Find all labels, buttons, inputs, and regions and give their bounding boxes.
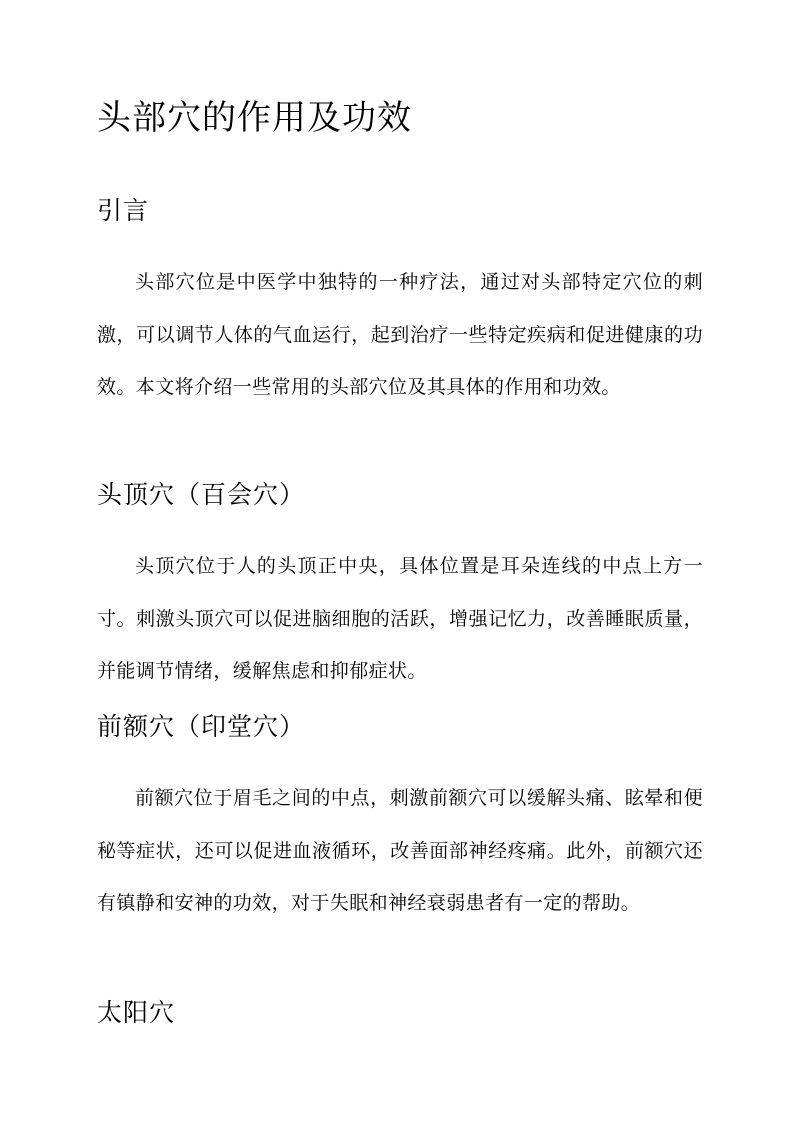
section-heading-yintang: 前额穴（印堂穴） [97, 712, 306, 741]
section-heading-introduction: 引言 [97, 196, 150, 225]
section-body-baihui: 头顶穴位于人的头顶正中央，具体位置是耳朵连线的中点上方一寸。刺激头顶穴可以促进脑细胞的活跃，增强记忆力，改善睡眠质量，并能调节情绪，缓解焦虑和抑郁症状。 [97, 555, 703, 682]
section-body-introduction: 头部穴位是中医学中独特的一种疗法，通过对头部特定穴位的刺激，可以调节人体的气血运行，起到治疗一些特定疾病和促进健康的功效。本文将介绍一些常用的头部穴位及其具体的作用和功效。 [97, 271, 703, 398]
section-heading-baihui: 头顶穴（百会穴） [97, 480, 306, 509]
section-heading-taiyang: 太阳穴 [97, 998, 176, 1027]
document-title: 头部穴的作用及功效 [97, 98, 412, 138]
section-body-yintang: 前额穴位于眉毛之间的中点，刺激前额穴可以缓解头痛、眩晕和便秘等症状，还可以促进血液循环，改善面部神经疼痛。此外，前额穴还有镇静和安神的功效，对于失眠和神经衰弱患者有一定的帮助。 [97, 787, 703, 914]
